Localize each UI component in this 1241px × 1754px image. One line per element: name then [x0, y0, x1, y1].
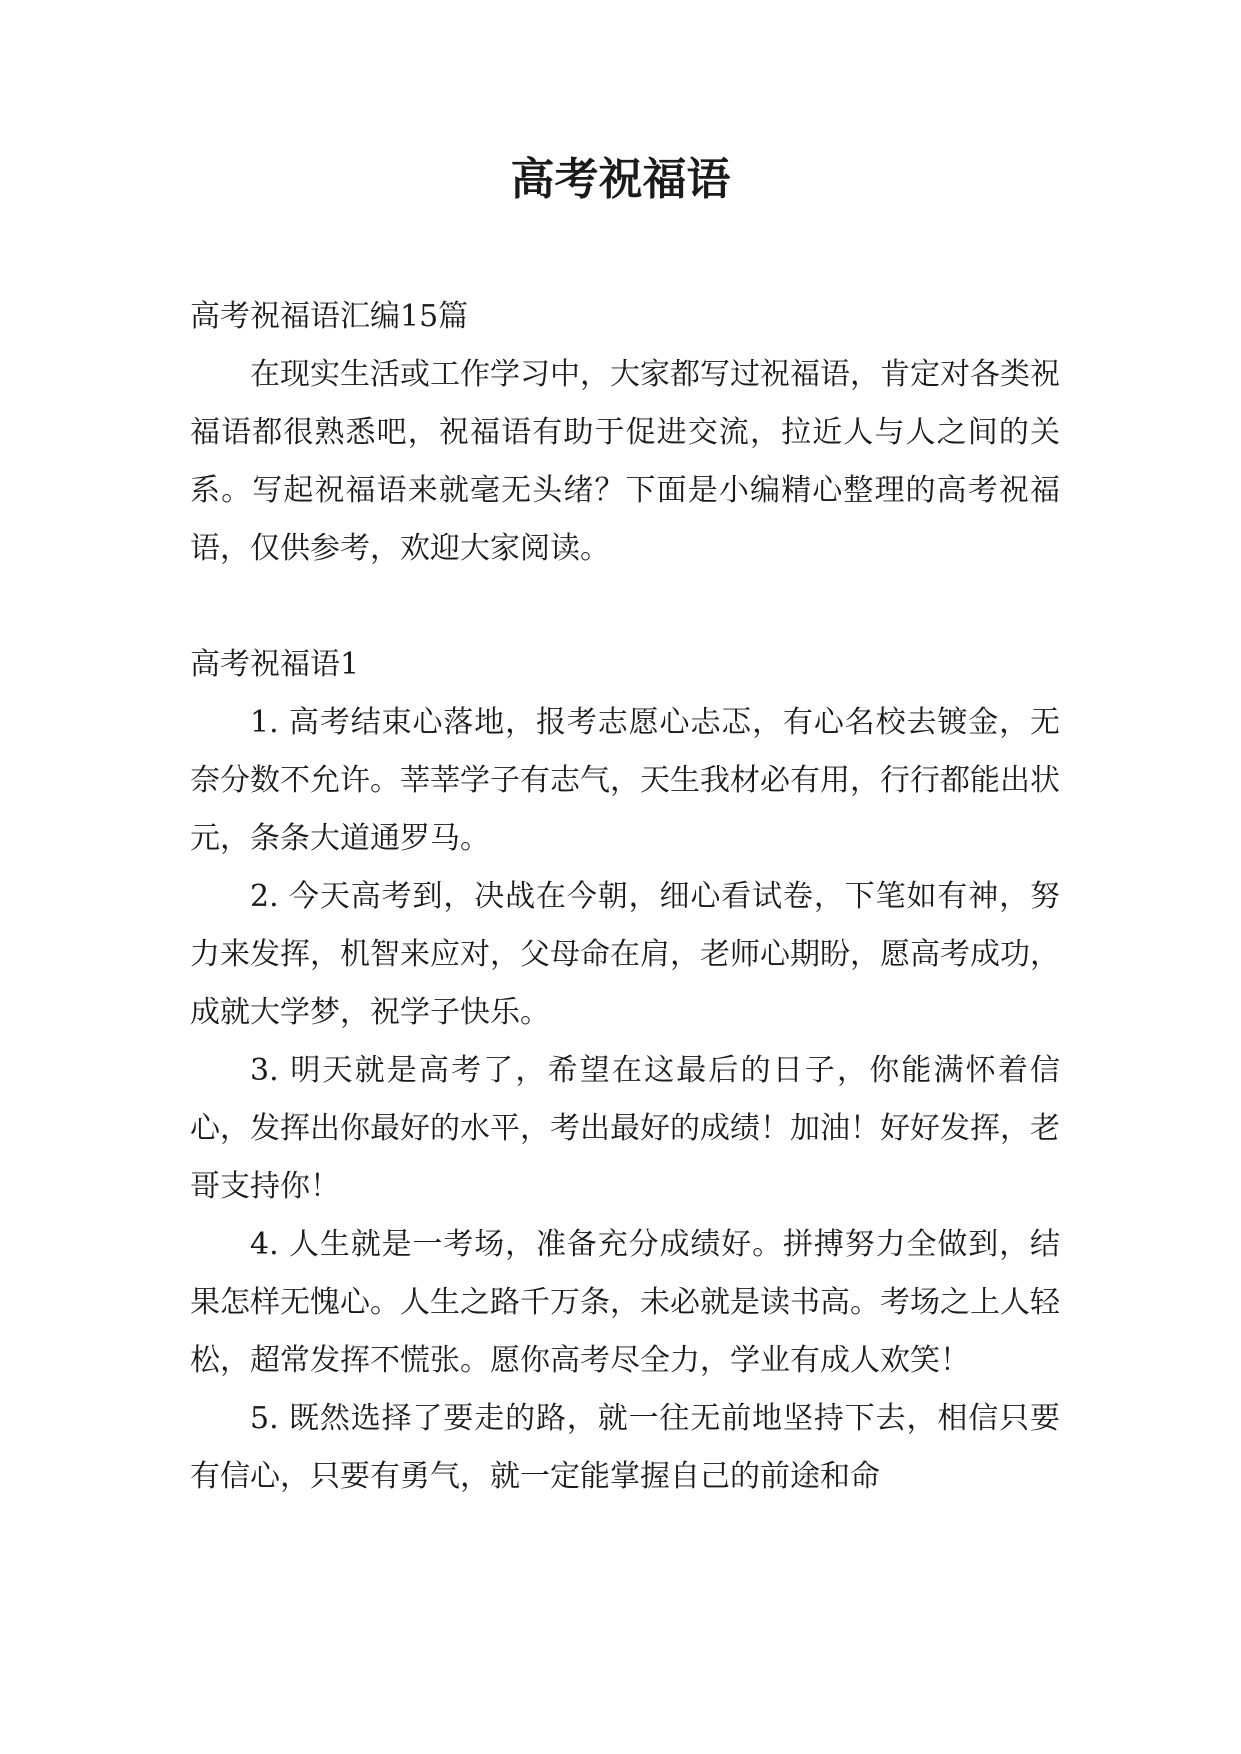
section-heading: 高考祝福语1 — [190, 647, 360, 682]
document-subtitle: 高考祝福语汇编15篇 — [190, 299, 469, 334]
document-body — [190, 288, 1060, 1506]
list-item: 4. 人生就是一考场，准备充分成绩好。拼搏努力全做到，结果怎样无愧心。人生之路千万条，未必就是读书高。考场之上人轻松，超常发挥不慌张。愿你高考尽全力，学业有成人欢笑！ — [190, 1227, 1060, 1378]
page-title: 高考祝福语 — [510, 154, 731, 205]
intro-paragraph: 在现实生活或工作学习中，大家都写过祝福语，肯定对各类祝福语都很熟悉吧，祝福语有助于促进交流，拉近人与人之间的关系。写起祝福语来就毫无头绪？下面是小编精心整理的高考祝福语，仅供参考，欢迎大家阅读。 — [190, 357, 1060, 566]
list-item: 2. 今天高考到，决战在今朝，细心看试卷，下笔如有神，努力来发挥，机智来应对，父母命在肩，老师心期盼，愿高考成功，成就大学梦，祝学子快乐。 — [190, 879, 1060, 1030]
list-item: 3. 明天就是高考了，希望在这最后的日子，你能满怀着信心，发挥出你最好的水平，考出最好的成绩！加油！好好发挥，老哥支持你！ — [190, 1053, 1060, 1204]
list-item: 5. 既然选择了要走的路，就一往无前地坚持下去，相信只要有信心，只要有勇气，就一定能掌握自己的前途和命 — [190, 1401, 1060, 1494]
list-item: 1. 高考结束心落地，报考志愿心忐忑，有心名校去镀金，无奈分数不允许。莘莘学子有志气，天生我材必有用，行行都能出状元，条条大道通罗马。 — [190, 705, 1060, 856]
paragraph-spacer — [190, 578, 1060, 636]
